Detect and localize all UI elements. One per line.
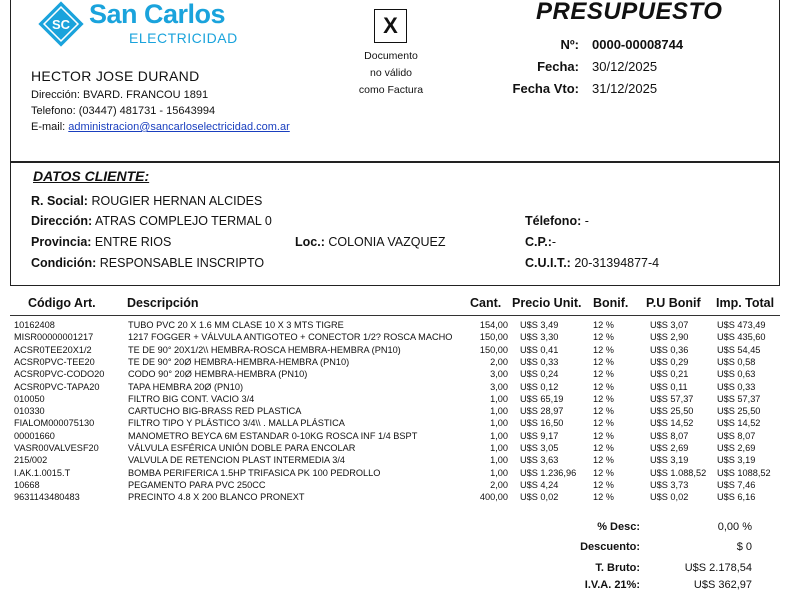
field-label: Télefono: [525,214,582,228]
item-discount: 12 % [593,455,614,466]
item-description: VÁLVULA ESFÉRICA UNIÓN DOBLE PARA ENCOLAR [128,443,356,453]
item-code: MISR00000001217 [14,332,94,343]
field-value: 20-31394877-4 [574,256,660,270]
item-discounted-price: U$S 3,07 [650,320,689,330]
field-label: C.P.: [525,235,552,249]
item-discounted-price: U$S 3,19 [650,455,689,466]
table-row [10,430,790,442]
table-row [10,479,790,491]
table-row [10,491,790,503]
item-code: 9631143480483 [14,492,80,503]
item-unit-price: U$S 3,63 [520,455,559,466]
item-quantity: 1,00 [490,406,508,417]
field-value: ENTRE RIOS [94,235,172,249]
owner-name: HECTOR JOSE DURAND [31,68,200,84]
item-discounted-price: U$S 1.088,52 [650,467,707,478]
item-discounted-price: U$S 0,29 [650,356,689,367]
col-unit-price-header: Precio Unit. [512,296,582,310]
item-total: U$S 473,49 [717,320,766,330]
field-label: Condición: [31,256,97,270]
field-value: - [584,214,589,228]
table-row [10,393,790,405]
item-description: 1217 FOGGER + VÁLVULA ANTIGOTEO + CONECTOR 1/2? ROSCA MACHO [128,332,453,343]
item-total: U$S 0,33 [717,381,756,392]
item-quantity: 1,00 [490,443,508,453]
item-unit-price: U$S 3,30 [520,332,559,343]
date-label: Fecha: [537,59,579,74]
item-discounted-price: U$S 0,21 [650,369,689,380]
number-label: Nº: [560,37,579,52]
item-unit-price: U$S 0,12 [520,381,559,392]
item-quantity: 150,00 [479,344,508,355]
item-quantity: 1,00 [490,418,508,429]
item-discounted-price: U$S 25,50 [650,406,694,417]
item-quantity: 1,00 [490,455,508,466]
item-total: U$S 8,07 [717,430,756,441]
document-validity-note [341,48,441,99]
item-total: U$S 57,37 [717,393,761,404]
item-quantity: 154,00 [479,320,508,330]
item-quantity: 1,00 [490,430,508,441]
owner-phone: Telefono: (03447) 481731 - 15643994 [31,105,216,117]
table-row [10,344,790,356]
item-discount: 12 % [593,418,614,429]
owner-address: Dirección: BVARD. FRANCOU 1891 [31,89,209,101]
col-total-header: Imp. Total [716,296,775,310]
item-discounted-price: U$S 3,73 [650,479,689,490]
item-discount: 12 % [593,381,614,392]
item-total: U$S 2,69 [717,443,756,453]
table-row [10,331,790,343]
item-discount: 12 % [593,443,614,453]
table-row [10,442,790,454]
document-type-letter: X [374,9,407,43]
item-description: MANOMETRO BEYCA 6M ESTANDAR 0-10KG ROSCA INF 1/4 BSPT [128,430,418,441]
item-discount: 12 % [593,320,614,330]
item-unit-price: U$S 3,05 [520,443,559,453]
item-unit-price: U$S 0,41 [520,344,559,355]
item-discounted-price: U$S 2,90 [650,332,689,343]
item-code: 10668 [14,479,40,490]
document-header [10,0,780,162]
item-total: U$S 3,19 [717,455,756,466]
item-unit-price: U$S 65,19 [520,393,564,404]
item-total: U$S 54,45 [717,344,761,355]
item-quantity: 1,00 [490,467,508,478]
item-description: TE DE 90° 20X1/2\\ HEMBRA-ROSCA HEMBRA-HEMBRA (PN10) [128,344,401,355]
discount-pct-value: 0,00 % [717,521,752,533]
item-discount: 12 % [593,492,614,503]
item-code: 00001660 [14,430,55,441]
item-description: TE DE 90° 20Ø HEMBRA-HEMBRA-HEMBRA (PN10) [128,356,350,367]
item-code: ACSR0PVC-TAPA20 [14,381,100,392]
item-discount: 12 % [593,356,614,367]
client-section-title: DATOS CLIENTE: [33,168,150,184]
col-code-header: Código Art. [28,296,96,310]
item-description: VALVULA DE RETENCION PLAST INTERMEDIA 3/4 [128,455,345,466]
table-row [10,381,790,393]
item-quantity: 1,00 [490,393,508,404]
table-row [10,417,790,429]
item-description: BOMBA PERIFERICA 1.5HP TRIFASICA PK 100 PEDROLLO [128,467,381,478]
item-description: CODO 90° 20Ø HEMBRA-HEMBRA (PN10) [128,369,308,380]
note-line: como Factura [358,84,424,96]
item-discount: 12 % [593,479,614,490]
field-value: COLONIA VAZQUEZ [328,235,446,249]
item-description: PEGAMENTO PARA PVC 250CC [128,479,266,490]
item-code: 215/002 [14,455,48,466]
item-code: VASR00VALVESF20 [14,443,99,453]
item-unit-price: U$S 0,33 [520,356,559,367]
item-quantity: 3,00 [490,381,508,392]
col-qty-header: Cant. [470,296,502,310]
table-row [10,319,790,331]
gross-total-label: T. Bruto: [595,562,640,574]
gross-total-value: U$S 2.178,54 [684,562,752,574]
field-label: Provincia: [31,235,92,249]
col-discounted-price-header: P.U Bonif [646,296,701,310]
item-code: I.AK.1.0015.T [14,467,71,478]
company-subtitle: ELECTRICIDAD [129,30,238,46]
discount-value: $ 0 [736,541,752,553]
item-discount: 12 % [593,369,614,380]
item-discount: 12 % [593,393,614,404]
client-phone [525,214,589,228]
item-quantity: 2,00 [490,479,508,490]
field-value: ROUGIER HERNAN ALCIDES [91,194,263,208]
item-total: U$S 0,58 [717,356,756,367]
logo-diamond-icon [37,0,85,48]
item-discounted-price: U$S 57,37 [650,393,694,404]
item-discount: 12 % [593,467,614,478]
company-name: San Carlos [89,0,226,29]
field-value: - [551,235,557,249]
item-discount: 12 % [593,406,614,417]
company-logo [37,0,257,46]
item-description: TUBO PVC 20 X 1.6 MM CLASE 10 X 3 MTS TIGRE [128,320,344,330]
vat-value: U$S 362,97 [693,579,752,591]
field-label: R. Social: [31,194,88,208]
field-label: Loc.: [295,235,325,249]
item-discount: 12 % [593,344,614,355]
vat-label: I.V.A. 21%: [584,579,640,591]
document-date: 30/12/2025 [592,59,658,74]
table-row [10,454,790,466]
item-unit-price: U$S 16,50 [520,418,564,429]
item-quantity: 400,00 [479,492,508,503]
item-quantity: 3,00 [490,369,508,380]
document-title: PRESUPUESTO [536,0,723,25]
item-quantity: 2,00 [490,356,508,367]
item-code: 010330 [14,406,45,417]
item-description: TAPA HEMBRA 20Ø (PN10) [128,381,244,392]
field-label: C.U.I.T.: [525,256,571,270]
field-label: Dirección: [31,214,93,228]
item-total: U$S 6,16 [717,492,756,503]
item-description: CARTUCHO BIG-BRASS RED PLASTICA [128,406,302,417]
owner-email-line [31,121,290,133]
item-code: ACSR0TEE20X1/2 [14,344,92,355]
item-discount: 12 % [593,332,614,343]
item-unit-price: U$S 0,24 [520,369,559,380]
email-link[interactable]: administracion@sancarloselectricidad.com.ar [68,121,290,133]
item-quantity: 150,00 [479,332,508,343]
client-razon-social [31,194,262,208]
item-unit-price: U$S 3,49 [520,320,559,330]
col-discount-header: Bonif. [593,296,629,310]
item-unit-price: U$S 9,17 [520,430,559,441]
item-total: U$S 7,46 [717,479,756,490]
logo-initials: SC [51,17,71,32]
item-description: FILTRO BIG CONT. VACIO 3/4 [128,393,255,404]
client-section [10,162,780,286]
item-code: ACSR0PVC-TEE20 [14,356,95,367]
item-discount: 12 % [593,430,614,441]
item-code: ACSR0PVC-CODO20 [14,369,105,380]
items-table-header [10,286,780,316]
item-unit-price: U$S 1.236,96 [520,467,576,478]
item-code: 10162408 [14,320,55,330]
table-row [10,467,790,479]
client-condition [31,256,264,270]
due-date-label: Fecha Vto: [512,81,579,96]
item-total: U$S 14,52 [717,418,761,429]
item-description: PRECINTO 4.8 X 200 BLANCO PRONEXT [128,492,305,503]
table-row [10,368,790,380]
note-line: no válido [369,67,413,79]
item-unit-price: U$S 4,24 [520,479,559,490]
item-discounted-price: U$S 2,69 [650,443,689,453]
item-description: FILTRO TIPO Y PLÁSTICO 3/4\\ . MALLA PLÁSTICA [128,418,345,429]
budget-document [10,0,780,600]
document-due-date: 31/12/2025 [592,81,658,96]
item-discounted-price: U$S 0,02 [650,492,689,503]
item-discounted-price: U$S 0,11 [650,381,688,392]
item-total: U$S 435,60 [717,332,766,343]
field-value: RESPONSABLE INSCRIPTO [99,256,265,270]
col-desc-header: Descripción [127,296,199,310]
item-total: U$S 0,63 [717,369,756,380]
client-address [31,214,272,228]
item-code: FIALOM000075130 [14,418,95,429]
item-total: U$S 25,50 [717,406,761,417]
client-locality [295,235,446,249]
field-value: ATRAS COMPLEJO TERMAL 0 [94,214,272,228]
item-discounted-price: U$S 0,36 [650,344,689,355]
item-unit-price: U$S 28,97 [520,406,564,417]
table-row [10,356,790,368]
discount-label: Descuento: [580,541,640,553]
email-label: E-mail: [31,121,66,133]
discount-pct-label: % Desc: [597,521,640,533]
item-discounted-price: U$S 8,07 [650,430,689,441]
item-code: 010050 [14,393,45,404]
client-postal-code [525,235,556,249]
client-province [31,235,171,249]
item-total: U$S 1088,52 [717,467,771,478]
item-discounted-price: U$S 14,52 [650,418,694,429]
table-row [10,405,790,417]
note-line: Documento [364,50,418,62]
client-cuit [525,256,659,270]
item-unit-price: U$S 0,02 [520,492,559,503]
document-number: 0000-00008744 [592,37,684,52]
